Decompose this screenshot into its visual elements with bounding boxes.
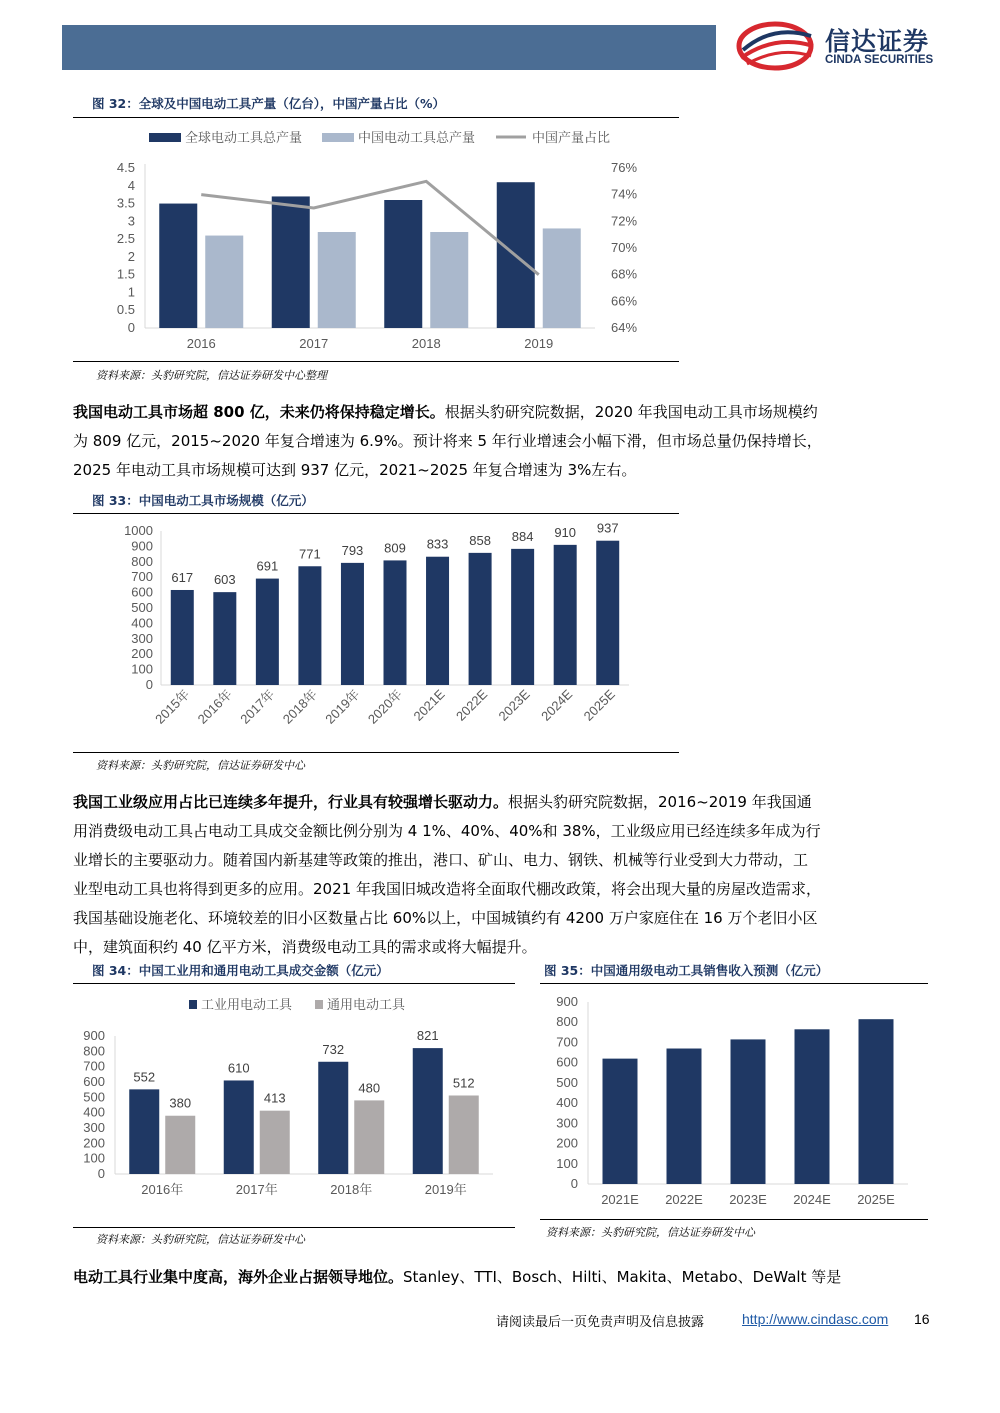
figure-35-bottom-rule (540, 1219, 928, 1220)
bar (413, 1048, 443, 1174)
y2-axis-tick: 72% (611, 213, 638, 229)
y-axis-tick: 1000 (124, 523, 153, 538)
y2-axis-tick: 64% (611, 320, 638, 335)
chart-general-revenue-forecast (540, 986, 928, 1218)
y-axis-tick: 3.5 (116, 195, 135, 211)
y-axis-tick: 700 (131, 569, 153, 585)
y-axis-tick: 300 (131, 630, 153, 646)
paragraph-3-line-1: Stanley、TTI、Bosch、Hilti、Makita、Metabo、DeWalt 等是 (403, 1268, 842, 1286)
bar (603, 1059, 638, 1184)
bar (384, 560, 407, 685)
data-label: 771 (299, 546, 321, 562)
y-axis-tick: 200 (556, 1135, 578, 1151)
figure-33-top-rule (73, 513, 679, 514)
y-axis-tick: 0.5 (116, 302, 135, 318)
y-axis-tick: 1 (127, 284, 135, 300)
bar (272, 196, 310, 328)
y-axis-tick: 100 (83, 1150, 105, 1166)
y-axis-tick: 900 (83, 1028, 105, 1043)
legend-label: 工业用电动工具 (201, 997, 293, 1012)
bar (318, 232, 356, 328)
data-label: 603 (213, 572, 236, 588)
bar (667, 1049, 702, 1184)
figure-35-top-rule (540, 983, 928, 984)
paragraph-1-line-1: 根据头豹研究院数据，2020 年我国电动工具市场规模约 (444, 403, 818, 421)
brand-name-en: CINDA SECURITIES (825, 54, 934, 66)
data-label: 732 (322, 1041, 345, 1057)
paragraph-2-line-6: 中，建筑面积约 40 亿平方米，消费级电动工具的需求或将大幅提升。 (73, 938, 537, 956)
legend-swatch (315, 1000, 323, 1009)
bar (165, 1116, 195, 1174)
y-axis-tick: 4 (127, 177, 135, 193)
y-axis-tick: 200 (131, 646, 153, 662)
chart-industrial-vs-general (73, 986, 515, 1226)
x-axis-tick: 2018年 (279, 686, 321, 727)
data-label: 552 (133, 1069, 156, 1085)
data-label: 617 (171, 569, 194, 585)
data-label: 858 (469, 532, 491, 548)
bar (129, 1089, 159, 1174)
paragraph-2-line-5: 我国基础设施老化、环境较差的旧小区数量占比 60%以上，中国城镇约有 4200 万户家庭住在 16 万个老旧小区 (73, 909, 818, 927)
bar (298, 566, 321, 685)
paragraph-2-line-4: 业型电动工具也将得到更多的应用。2021 年我国旧城改造将全面取代棚改政策，将会出现大量的房屋改造需求， (73, 880, 821, 898)
bar (859, 1019, 894, 1184)
y-axis-tick: 900 (131, 538, 153, 554)
figure-34-title: 图 34：中国工业用和通用电动工具成交金额（亿元） (92, 963, 389, 978)
x-axis-tick: 2021E (601, 1192, 639, 1207)
y-axis-tick: 600 (556, 1054, 578, 1070)
y2-axis-tick: 76% (611, 160, 638, 175)
bar (205, 236, 243, 328)
x-axis-tick: 2016 (186, 336, 216, 351)
data-label: 691 (256, 558, 279, 574)
bar (256, 579, 279, 685)
paragraph-1-line-3: 2025 年电动工具市场规模可达到 937 亿元，2021~2025 年复合增速为 3%左右。 (73, 461, 637, 479)
bar (426, 557, 449, 685)
bar (318, 1062, 348, 1174)
y-axis-tick: 2.5 (116, 231, 135, 247)
x-axis-tick: 2023E (729, 1192, 767, 1207)
y-axis-tick: 300 (556, 1115, 578, 1131)
data-label: 512 (452, 1075, 475, 1091)
y-axis-tick: 0 (145, 677, 153, 692)
y-axis-tick: 600 (131, 584, 153, 600)
cinda-logo-icon (733, 20, 821, 72)
y-axis-tick: 0 (127, 320, 135, 335)
x-axis-tick: 2017 (299, 336, 329, 351)
x-axis-tick: 2018 (411, 336, 441, 351)
bar (384, 200, 422, 328)
figure-34-top-rule (73, 983, 515, 984)
figure-32-source: 资料来源：头豹研究院，信达证券研发中心整理 (96, 369, 327, 382)
data-label: 884 (511, 528, 534, 544)
paragraph-concentration (0, 1263, 1000, 1293)
bar (469, 553, 492, 685)
data-label: 821 (416, 1028, 439, 1044)
y-axis-tick: 0 (97, 1166, 105, 1181)
figure-34-bottom-rule (73, 1227, 515, 1228)
legend-label: 全球电动工具总产量 (185, 130, 303, 145)
paragraph-market-size (0, 398, 1000, 488)
x-axis-tick: 2025E (580, 686, 618, 724)
figure-35-title: 图 35：中国通用级电动工具销售收入预测（亿元） (544, 963, 829, 978)
legend-swatch (189, 1000, 197, 1009)
y-axis-tick: 1.5 (116, 266, 135, 282)
y-axis-tick: 800 (83, 1043, 105, 1059)
y-axis-tick: 200 (83, 1135, 105, 1151)
y2-axis-tick: 66% (611, 293, 638, 309)
data-label: 480 (358, 1080, 381, 1096)
bar (596, 541, 619, 685)
bar (341, 563, 364, 685)
y-axis-tick: 700 (556, 1034, 578, 1050)
x-axis-tick: 2022E (453, 686, 491, 724)
x-axis-tick: 2020年 (364, 686, 406, 727)
bar (224, 1080, 254, 1174)
bar (554, 545, 577, 685)
data-label: 910 (554, 524, 577, 540)
data-label: 937 (596, 520, 619, 536)
data-label: 793 (341, 542, 364, 558)
y-axis-tick: 500 (83, 1089, 105, 1105)
china-share-line (201, 181, 539, 274)
figure-35-source: 资料来源：头豹研究院，信达证券研发中心 (546, 1226, 755, 1239)
legend-label: 通用电动工具 (327, 997, 406, 1012)
page-number: 16 (914, 1311, 930, 1327)
paragraph-2-line-3: 业增长的主要驱动力。随着国内新基建等政策的推出，港口、矿山、电力、钢铁、机械等行业受到大力带动，工 (73, 851, 809, 869)
bar (171, 590, 194, 685)
bar (213, 592, 236, 685)
y-axis-tick: 500 (131, 600, 153, 615)
y-axis-tick: 400 (83, 1104, 105, 1120)
chart-global-china-output (73, 120, 679, 360)
figure-33-title: 图 33：中国电动工具市场规模（亿元） (92, 493, 314, 508)
data-label: 610 (227, 1060, 250, 1076)
bar (543, 228, 581, 328)
y-axis-tick: 800 (131, 553, 153, 569)
x-axis-tick: 2015年 (152, 686, 193, 727)
y2-axis-tick: 68% (611, 266, 638, 282)
figure-34-source: 资料来源：头豹研究院，信达证券研发中心 (96, 1233, 305, 1246)
x-axis-tick: 2017年 (235, 1182, 278, 1197)
bar (731, 1039, 766, 1184)
x-axis-tick: 2025E (857, 1192, 895, 1207)
footer-website-link[interactable]: http://www.cindasc.com (742, 1311, 889, 1327)
x-axis-tick: 2019年 (322, 686, 363, 727)
paragraph-3-lead: 电动工具行业集中度高，海外企业占据领导地位。 (73, 1268, 404, 1286)
x-axis-tick: 2018年 (330, 1182, 373, 1197)
y-axis-tick: 2 (127, 248, 135, 264)
bar (511, 549, 534, 685)
legend-label: 中国产量占比 (532, 130, 611, 145)
footer-disclaimer: 请阅读最后一页免责声明及信息披露 (496, 1315, 705, 1330)
legend-label: 中国电动工具总产量 (358, 130, 476, 145)
bar (430, 232, 468, 328)
legend-swatch (149, 133, 181, 142)
paragraph-2-line-2: 用消费级电动工具占电动工具成交金额比例分别为 4 1%、40%、40%和 38%，工业级应用已经连续多年成为行 (73, 822, 821, 840)
figure-33-source: 资料来源：头豹研究院，信达证券研发中心 (96, 759, 305, 772)
x-axis-tick: 2016年 (194, 686, 235, 727)
y-axis-tick: 300 (83, 1120, 105, 1135)
x-axis-tick: 2019 (524, 336, 554, 351)
y-axis-tick: 400 (131, 615, 153, 631)
y-axis-tick: 100 (556, 1155, 578, 1171)
data-label: 833 (426, 536, 449, 552)
y-axis-tick: 500 (556, 1074, 578, 1090)
y2-axis-tick: 74% (611, 186, 638, 202)
x-axis-tick: 2024E (538, 686, 576, 724)
x-axis-tick: 2021E (410, 686, 448, 724)
data-label: 380 (169, 1095, 192, 1111)
y2-axis-tick: 70% (611, 240, 638, 255)
chart-market-size (73, 515, 679, 751)
y-axis-tick: 700 (83, 1058, 105, 1074)
paragraph-1-lead: 我国电动工具市场超 800 亿，未来仍将保持稳定增长。 (73, 403, 445, 421)
x-axis-tick: 2019年 (424, 1182, 467, 1197)
data-label: 413 (263, 1090, 286, 1106)
legend-swatch (322, 133, 354, 142)
paragraph-industrial-share (0, 788, 1000, 964)
paragraph-1-line-2: 为 809 亿元，2015~2020 年复合增速为 6.9%。预计将来 5 年行业增速会小幅下滑，但市场总量仍保持增长， (73, 432, 822, 450)
figure-32-title: 图 32：全球及中国电动工具产量（亿台），中国产量占比（%） (92, 96, 446, 111)
x-axis-tick: 2017年 (237, 686, 278, 727)
figure-33-bottom-rule (73, 752, 679, 753)
x-axis-tick: 2016年 (141, 1182, 184, 1197)
x-axis-tick: 2022E (665, 1192, 703, 1207)
bar (260, 1111, 290, 1174)
figure-32-top-rule (73, 117, 679, 118)
y-axis-tick: 4.5 (116, 160, 135, 175)
header-bar (62, 25, 716, 70)
figure-32-bottom-rule (73, 361, 679, 362)
brand-name-cn: 信达证券 (825, 27, 930, 56)
paragraph-2-lead: 我国工业级应用占比已连续多年提升，行业具有较强增长驱动力。 (73, 793, 509, 811)
x-axis-tick: 2024E (793, 1192, 831, 1207)
y-axis-tick: 800 (556, 1014, 578, 1030)
y-axis-tick: 400 (556, 1095, 578, 1111)
x-axis-tick: 2023E (495, 686, 533, 724)
bar (354, 1100, 384, 1174)
y-axis-tick: 0 (570, 1176, 578, 1191)
bar (159, 204, 197, 328)
y-axis-tick: 3 (127, 213, 135, 229)
y-axis-tick: 900 (556, 994, 578, 1009)
data-label: 809 (384, 540, 406, 556)
y-axis-tick: 600 (83, 1074, 105, 1089)
bar (449, 1095, 479, 1174)
paragraph-2-line-1: 根据头豹研究院数据，2016~2019 年我国通 (508, 793, 812, 811)
bar (795, 1029, 830, 1184)
y-axis-tick: 100 (131, 661, 153, 677)
brand-logo (733, 20, 973, 72)
